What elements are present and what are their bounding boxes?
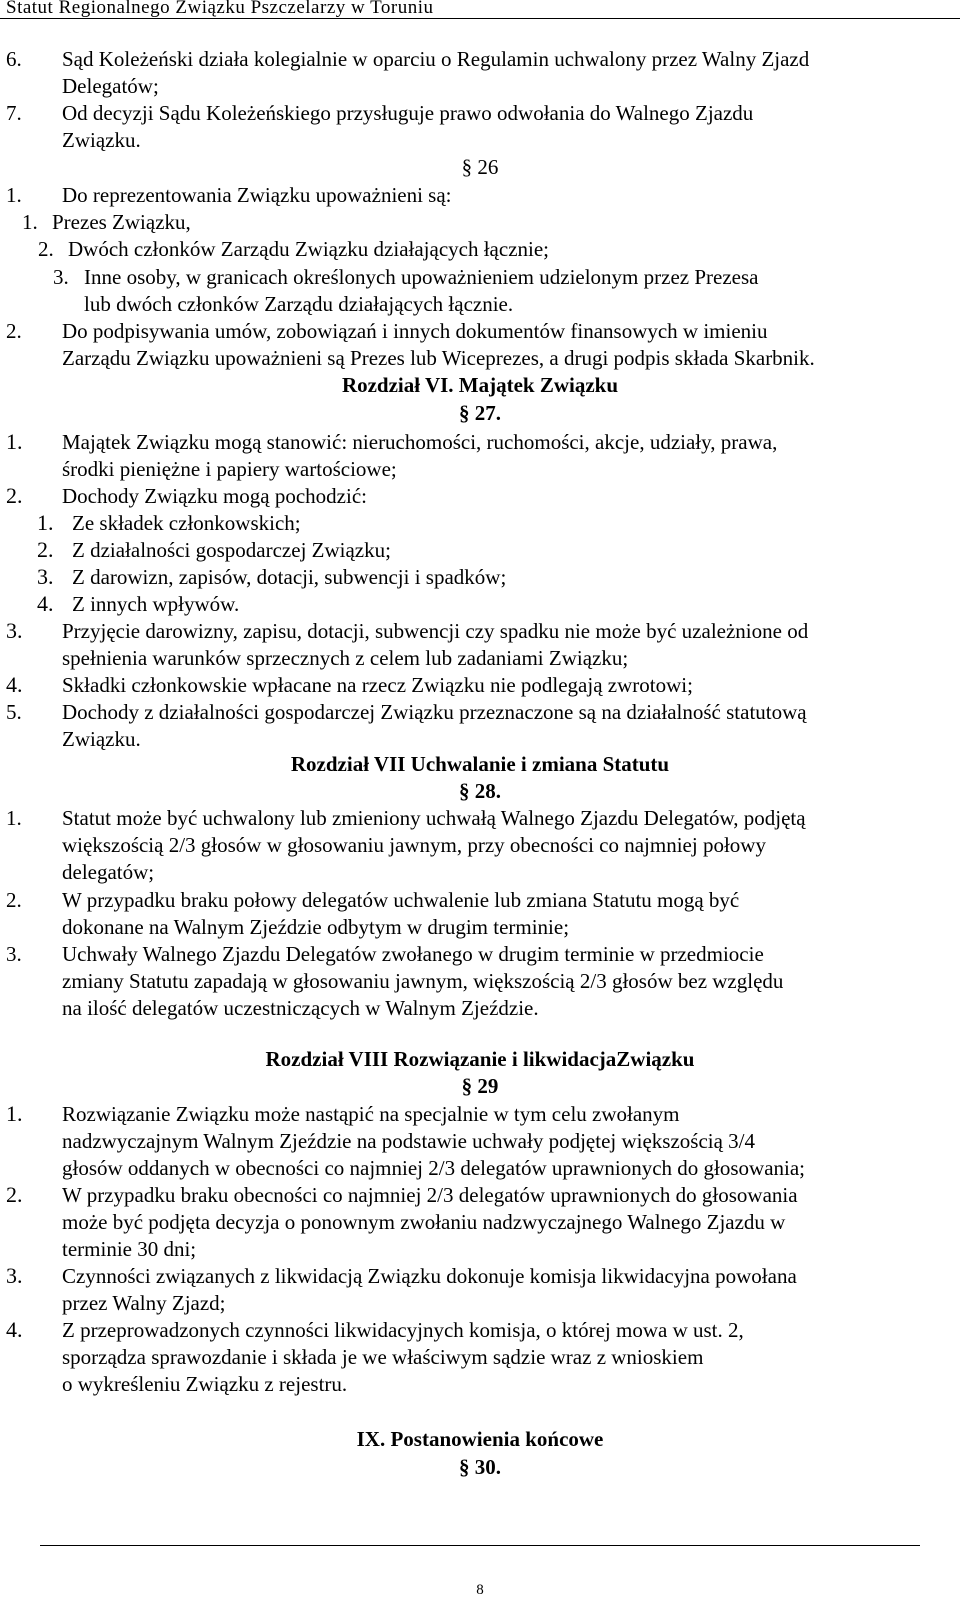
item-text: Składki członkowskie wpłacane na rzecz Związku nie podlegają zwrotowi; — [62, 673, 693, 697]
chapter-title: Rozdział VI. Majątek Związku — [341, 373, 619, 397]
subitem-number: 4. — [37, 591, 54, 616]
section-heading: § 28. — [459, 779, 501, 803]
item-number: 2. — [6, 319, 22, 343]
item-text: spełnienia warunków sprzecznych z celem lub zadaniami Związku; — [62, 646, 629, 670]
item-number: 3. — [6, 1263, 23, 1288]
subitem-text: lub dwóch członków Zarządu działających łącznie. — [84, 292, 514, 316]
item-text: może być podjęta decyzja o ponownym zwołaniu nadzwyczajnego Walnego Zjazdu w — [62, 1210, 786, 1234]
item-text: Dochody z działalności gospodarczej Związku przeznaczone są na działalność statutową — [62, 700, 807, 724]
subitem-text: Z darowizn, zapisów, dotacji, subwencji i spadków; — [72, 565, 507, 589]
item-text: Czynności związanych z likwidacją Związku dokonuje komisja likwidacyjna powołana — [62, 1264, 797, 1288]
subitem-number: 2. — [38, 237, 54, 261]
item-number: 1. — [6, 1101, 23, 1126]
item-text: środki pieniężne i papiery wartościowe; — [62, 457, 397, 481]
item-text: przez Walny Zjazd; — [62, 1291, 226, 1315]
header-divider — [0, 18, 960, 19]
item-text: Do reprezentowania Związku upoważnieni są: — [62, 183, 452, 207]
item-text: Statut może być uchwalony lub zmieniony uchwałą Walnego Zjazdu Delegatów, podjętą — [62, 806, 806, 830]
item-number: 1. — [6, 806, 22, 830]
item-text: Dochody Związku mogą pochodzić: — [62, 484, 367, 508]
item-text: na ilość delegatów uczestniczących w Walnym Zjeździe. — [62, 996, 539, 1020]
item-number: 4. — [6, 1317, 23, 1342]
item-text: Rozwiązanie Związku może nastąpić na specjalnie w tym celu zwołanym — [62, 1102, 680, 1126]
item-text: W przypadku braku obecności co najmniej 2/3 delegatów uprawnionych do głosowania — [62, 1183, 798, 1207]
chapter-title: Rozdział VIII Rozwiązanie i likwidacjaZwiązku — [265, 1047, 695, 1071]
item-number: 2. — [6, 483, 23, 508]
chapter-title: Rozdział VII Uchwalanie i zmiana Statutu — [290, 752, 670, 776]
item-text: Delegatów; — [62, 74, 159, 98]
item-text: Uchwały Walnego Zjazdu Delegatów zwołanego w drugim terminie w przedmiocie — [62, 942, 764, 966]
item-text: większością 2/3 głosów w głosowaniu jawnym, przy obecności co najmniej połowy — [62, 833, 766, 857]
item-text: terminie 30 dni; — [62, 1237, 197, 1261]
item-text: dokonane na Walnym Zjeździe odbytym w drugim terminie; — [62, 915, 570, 939]
subitem-text: Z działalności gospodarczej Związku; — [72, 538, 391, 562]
subitem-text: Ze składek członkowskich; — [72, 511, 301, 535]
item-text: nadzwyczajnym Walnym Zjeździe na podstawie uchwały podjętej większością 3/4 — [62, 1129, 756, 1153]
section-heading: § 29 — [461, 1074, 499, 1098]
item-number: 6. — [6, 47, 22, 71]
item-text: delegatów; — [62, 860, 155, 884]
item-text: Z przeprowadzonych czynności likwidacyjnych komisja, o której mowa w ust. 2, — [62, 1318, 744, 1342]
item-text: o wykreśleniu Związku z rejestru. — [62, 1372, 348, 1396]
item-number: 2. — [6, 888, 22, 912]
subitem-number: 2. — [37, 537, 54, 562]
running-header — [0, 0, 960, 22]
item-text: Związku. — [62, 727, 141, 751]
chapter-title: IX. Postanowienia końcowe — [356, 1427, 604, 1451]
page-number: 8 — [476, 1582, 484, 1598]
item-number: 5. — [6, 700, 22, 724]
section-heading: § 26 — [461, 155, 499, 179]
item-text: Do podpisywania umów, zobowiązań i innych dokumentów finansowych w imieniu — [62, 319, 768, 343]
subitem-number: 1. — [22, 210, 38, 234]
subitem-text: Z innych wpływów. — [72, 592, 240, 616]
subitem-number: 3. — [53, 265, 69, 289]
document-title: Statut Regionalnego Związku Pszczelarzy w Toruniu — [6, 0, 434, 18]
section-heading: § 27. — [459, 401, 501, 425]
item-number: 3. — [6, 618, 23, 643]
item-number: 2. — [6, 1182, 23, 1207]
item-text: W przypadku braku połowy delegatów uchwalenie lub zmiana Statutu mogą być — [62, 888, 740, 912]
item-text: zmiany Statutu zapadają w głosowaniu jawnym, większością 2/3 głosów bez względu — [62, 969, 784, 993]
item-text: Od decyzji Sądu Koleżeńskiego przysługuje prawo odwołania do Walnego Zjazdu — [62, 101, 754, 125]
item-number: 4. — [6, 672, 23, 697]
subitem-text: Dwóch członków Zarządu Związku działających łącznie; — [68, 237, 550, 261]
item-number: 1. — [6, 183, 22, 207]
item-number: 3. — [6, 942, 22, 966]
subitem-text: Inne osoby, w granicach określonych upoważnieniem udzielonym przez Prezesa — [84, 265, 759, 289]
subitem-number: 1. — [37, 510, 54, 535]
subitem-number: 3. — [37, 564, 54, 589]
item-text: głosów oddanych w obecności co najmniej 2/3 delegatów uprawnionych do głosowania; — [62, 1156, 805, 1180]
item-text: Zarządu Związku upoważnieni są Prezes lub Wiceprezes, a drugi podpis składa Skarbnik. — [62, 346, 815, 370]
item-number: 7. — [6, 101, 22, 125]
item-text: Związku. — [62, 128, 141, 152]
footer-divider — [40, 1545, 920, 1546]
item-text: Majątek Związku mogą stanowić: nieruchomości, ruchomości, akcje, udziały, prawa, — [62, 430, 778, 454]
item-number: 1. — [6, 429, 23, 454]
item-text: Sąd Koleżeński działa kolegialnie w oparciu o Regulamin uchwalony przez Walny Zjazd — [62, 47, 810, 71]
item-text: sporządza sprawozdanie i składa je we właściwym sądzie wraz z wnioskiem — [62, 1345, 704, 1369]
section-heading: § 30. — [459, 1455, 501, 1479]
subitem-text: Prezes Związku, — [52, 210, 191, 234]
item-text: Przyjęcie darowizny, zapisu, dotacji, subwencji czy spadku nie może być uzależnione od — [62, 619, 809, 643]
